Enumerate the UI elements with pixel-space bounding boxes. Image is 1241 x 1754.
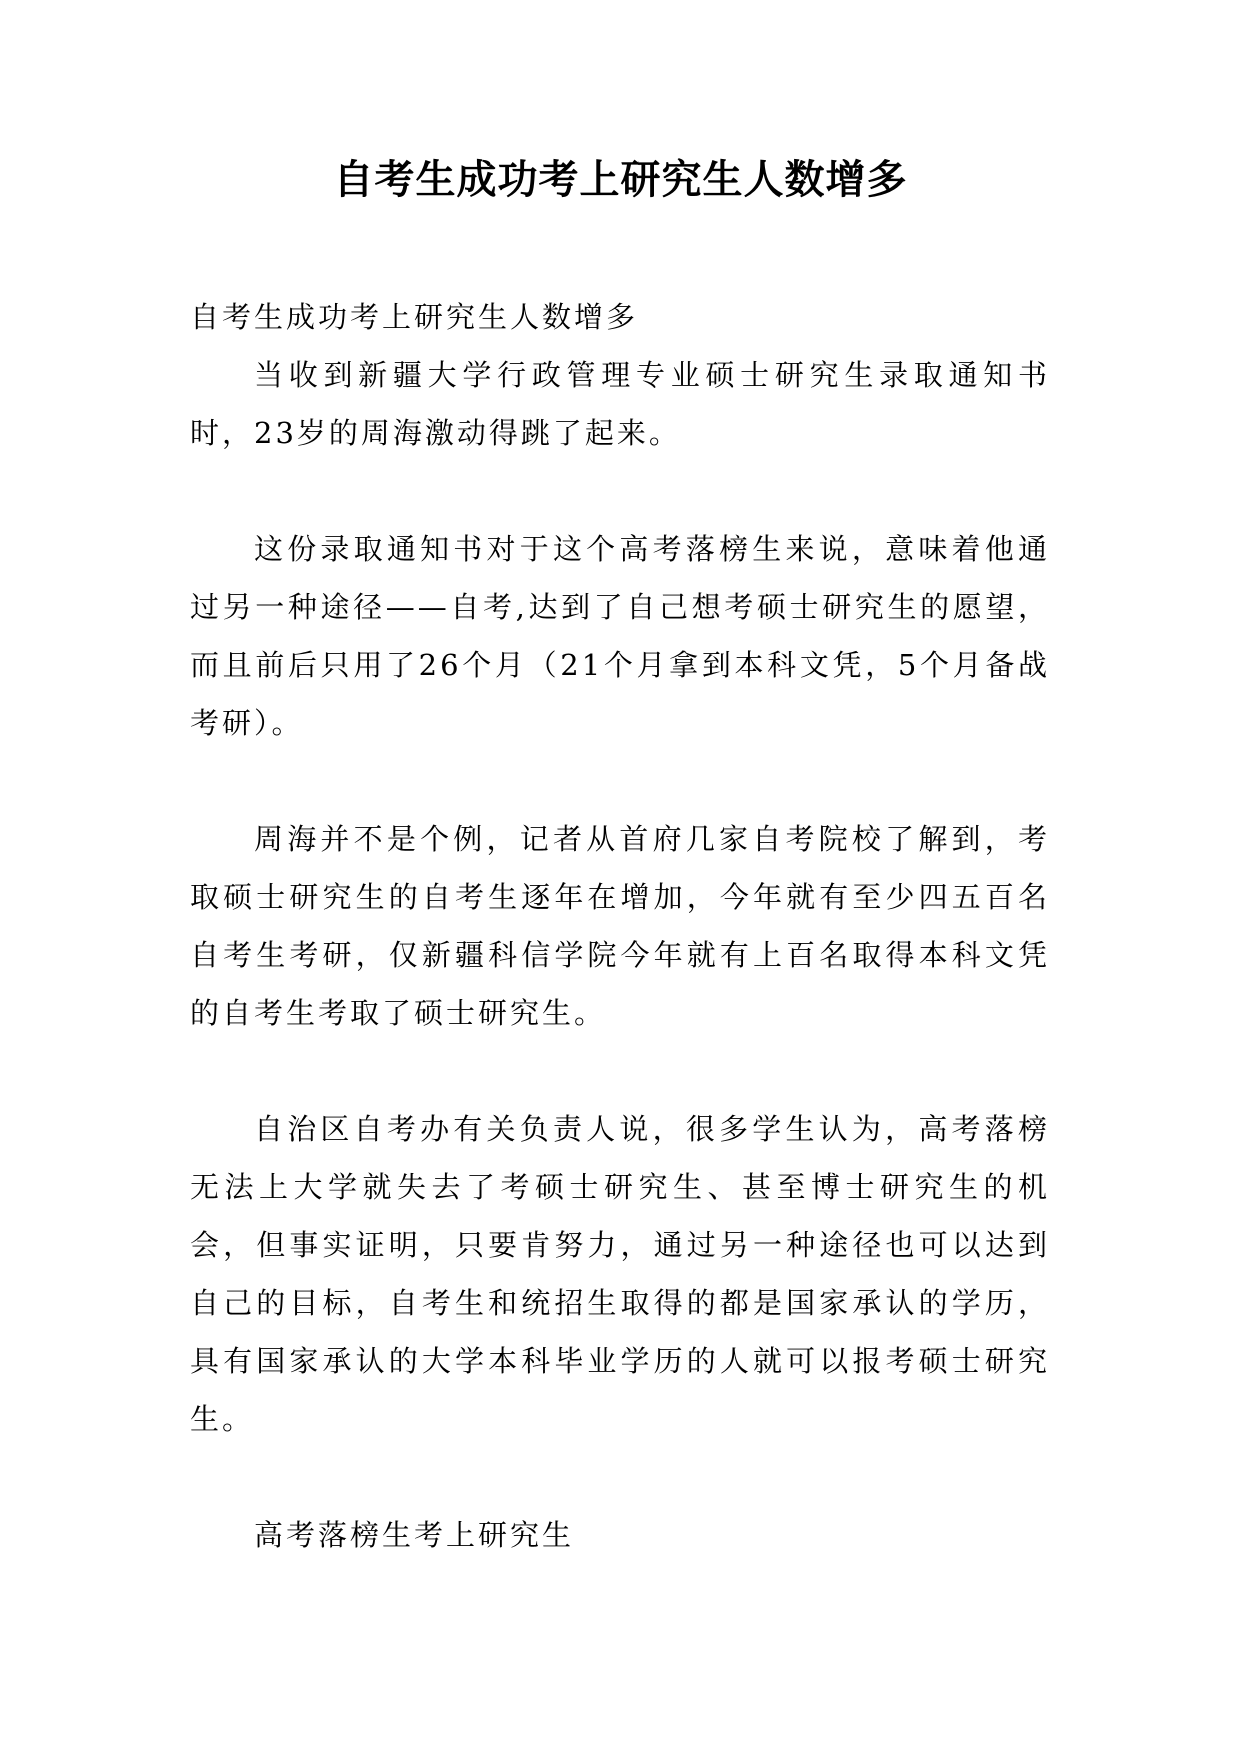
document-body	[190, 288, 1050, 1564]
paragraph-3: 周海并不是个例，记者从首府几家自考院校了解到，考取硕士研究生的自考生逐年在增加，今年就有至少四五百名自考生考研，仅新疆科信学院今年就有上百名取得本科文凭的自考生考取了硕士研究生。	[190, 822, 1050, 1030]
document-title: 自考生成功考上研究生人数增多	[333, 157, 908, 203]
paragraph-5: 高考落榜生考上研究生	[254, 1518, 575, 1552]
paragraph-2: 这份录取通知书对于这个高考落榜生来说，意味着他通过另一种途径——自考,达到了自己想考硕士研究生的愿望，而且前后只用了26个月（21个月拿到本科文凭，5个月备战考研）。	[190, 532, 1050, 740]
paragraph-1: 当收到新疆大学行政管理专业硕士研究生录取通知书时，23岁的周海激动得跳了起来。	[190, 358, 1050, 450]
paragraph-subtitle: 自考生成功考上研究生人数增多	[190, 300, 639, 334]
paragraph-4: 自治区自考办有关负责人说，很多学生认为，高考落榜无法上大学就失去了考硕士研究生、甚至博士研究生的机会，但事实证明，只要肯努力，通过另一种途径也可以达到自己的目标，自考生和统招生取得的都是国家承认的学历，具有国家承认的大学本科毕业学历的人就可以报考硕士研究生。	[190, 1112, 1050, 1436]
